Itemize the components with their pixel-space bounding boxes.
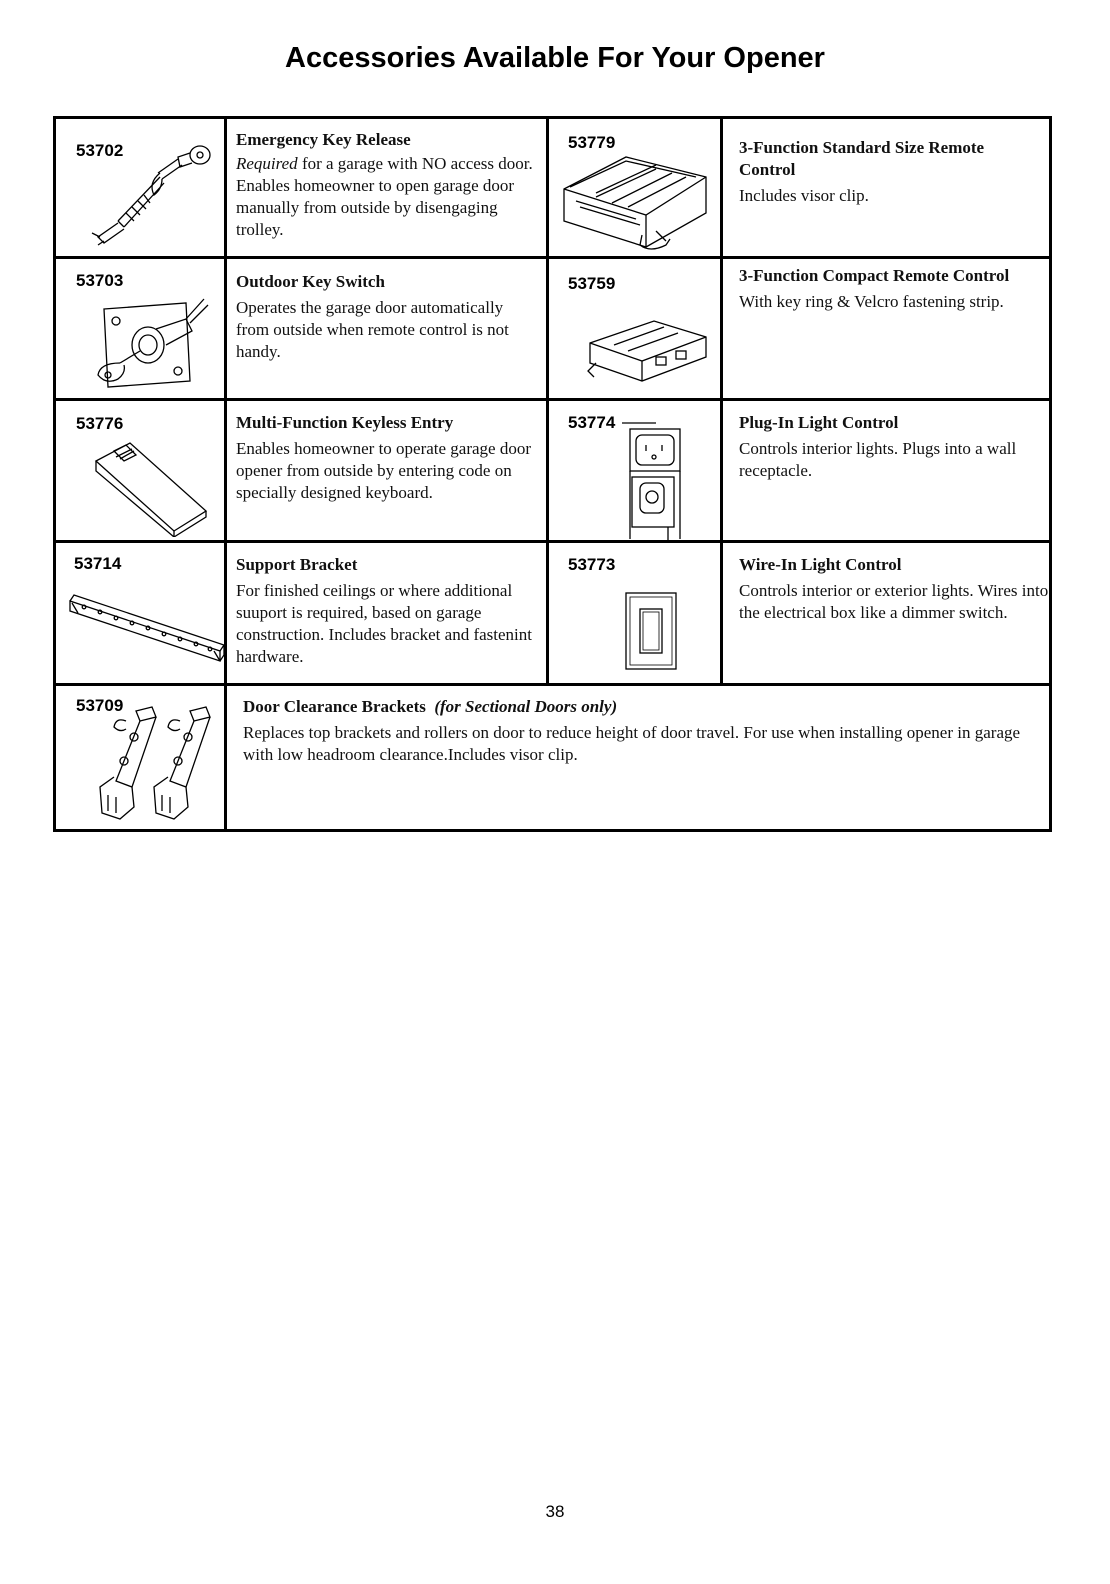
row-divider — [56, 256, 1049, 259]
item-text: For finished ceilings or where additional suuport is required, based on garage construction. Includes bracket and fastenint hardware. — [236, 581, 532, 666]
page-title: Accessories Available For Your Opener — [285, 42, 825, 74]
item-name: Emergency Key Release — [236, 130, 411, 149]
item-text: Controls interior lights. Plugs into a wall receptacle. — [739, 439, 1017, 480]
item-name: Support Bracket — [236, 555, 358, 574]
standard-remote-icon — [556, 149, 716, 253]
outdoor-key-switch-icon — [86, 289, 216, 395]
column-divider — [546, 119, 549, 683]
required-note: Required — [236, 154, 298, 173]
wire-in-light-control-icon — [622, 589, 680, 673]
compact-remote-icon — [584, 313, 714, 387]
item-description — [739, 265, 1049, 313]
row-divider — [56, 683, 1049, 686]
item-code: 53774 — [568, 413, 616, 432]
item-text: Replaces top brackets and rollers on door to reduce height of door travel. For use when installing opener in garage with low headroom clearance.Includes visor clip. — [243, 723, 1021, 764]
column-divider — [224, 119, 227, 832]
column-divider — [720, 119, 723, 683]
item-description — [739, 554, 1049, 624]
page-number: 38 — [545, 1502, 565, 1521]
item-description — [739, 137, 1039, 207]
door-clearance-brackets-icon — [96, 697, 222, 829]
item-name: Multi-Function Keyless Entry — [236, 413, 454, 432]
emergency-key-release-icon — [78, 133, 218, 249]
item-text: for a garage with NO access door. Enables homeowner to open garage door manually from outside by disengaging trolley. — [236, 154, 533, 239]
item-text: With key ring & Velcro fastening strip. — [739, 292, 1004, 311]
item-code: 53714 — [74, 554, 122, 573]
item-text: Enables homeowner to operate garage door opener from outside by entering code on specially designed keyboard. — [236, 439, 532, 502]
item-code: 53776 — [76, 414, 124, 433]
item-description — [236, 271, 536, 363]
item-text: Controls interior or exterior lights. Wires into the electrical box like a dimmer switch. — [739, 581, 1049, 622]
item-name: Wire-In Light Control — [739, 555, 902, 574]
item-name: Plug-In Light Control — [739, 413, 899, 432]
item-code: 53773 — [568, 555, 616, 574]
keyless-entry-icon — [86, 437, 216, 537]
item-description — [236, 412, 536, 504]
item-name: Outdoor Key Switch — [236, 272, 385, 291]
accessories-table — [53, 116, 1052, 832]
item-description — [243, 696, 1043, 766]
item-code: 53709 — [76, 696, 124, 715]
item-code: 53759 — [568, 274, 616, 293]
item-code: 53703 — [76, 271, 124, 290]
item-name: 3-Function Standard Size Remote Control — [739, 138, 985, 179]
row-divider — [56, 540, 1049, 543]
item-name: Door Clearance Brackets — [243, 697, 426, 716]
item-code: 53702 — [76, 141, 124, 160]
item-description — [236, 554, 541, 668]
item-name-note: (for Sectional Doors only) — [434, 697, 618, 716]
item-text: Includes visor clip. — [739, 186, 869, 205]
support-bracket-icon — [64, 587, 224, 681]
row-divider — [56, 398, 1049, 401]
item-name: 3-Function Compact Remote Control — [739, 266, 1010, 285]
item-code: 53779 — [568, 133, 616, 152]
plug-in-light-control-icon — [616, 417, 688, 541]
item-description — [236, 129, 536, 241]
item-text: Operates the garage door automatically from outside when remote control is not handy. — [236, 298, 509, 361]
item-description — [739, 412, 1049, 482]
